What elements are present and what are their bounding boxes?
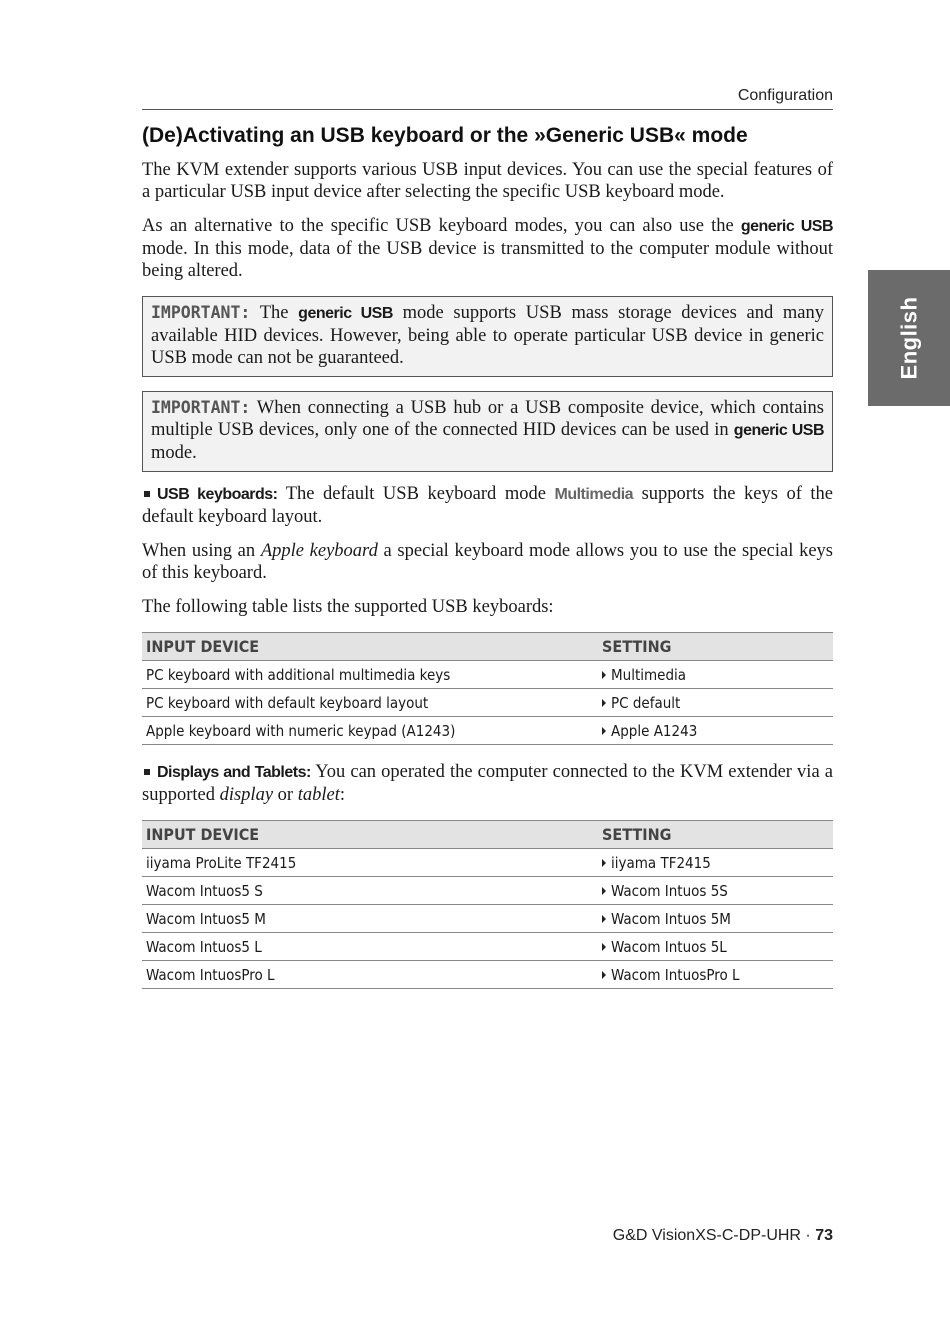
table-row xyxy=(142,717,833,745)
device-cell: Apple keyboard with numeric keypad (A1243) xyxy=(142,717,598,745)
arrow-right-icon xyxy=(602,887,606,895)
setting-cell: Wacom IntuosPro L xyxy=(598,961,833,989)
apple-keyboard-paragraph: When using an Apple keyboard a special keyboard mode allows you to use the special keys of this keyboard. xyxy=(142,541,833,584)
arrow-right-icon xyxy=(602,727,606,735)
table-intro: The following table lists the supported USB keyboards: xyxy=(142,597,554,618)
tablet-term: tablet xyxy=(297,785,340,806)
intro-paragraph-1: The KVM extender supports various USB input devices. You can use the special features of a particular USB input device after selecting the specific USB keyboard mode. xyxy=(142,160,833,203)
column-header: SETTING xyxy=(598,633,833,661)
important-note-1: IMPORTANT: The generic USB mode supports USB mass storage devices and many available HID devices. However, being able to operate particular USB device in generic USB mode can not be guaranteed. xyxy=(142,296,833,377)
generic-usb-term: generic USB xyxy=(733,422,825,440)
device-cell: Wacom Intuos5 M xyxy=(142,905,598,933)
page-number: 73 xyxy=(815,1227,833,1244)
important-label: IMPORTANT: xyxy=(151,398,251,418)
setting-cell: PC default xyxy=(598,689,833,717)
device-cell: Wacom IntuosPro L xyxy=(142,961,598,989)
header-rule xyxy=(142,109,833,110)
column-header: INPUT DEVICE xyxy=(142,821,598,849)
footer-product: G&D VisionXS-C-DP-UHR · xyxy=(612,1227,816,1244)
table-header-row xyxy=(142,633,833,661)
setting-cell: iiyama TF2415 xyxy=(598,849,833,877)
generic-usb-term: generic USB xyxy=(298,305,393,323)
setting-cell: Wacom Intuos 5L xyxy=(598,933,833,961)
arrow-right-icon xyxy=(602,699,606,707)
displays-tablets-table xyxy=(142,820,833,989)
intro-paragraph-2: As an alternative to the specific USB keyboard modes, you can also use the generic USB mode. In this mode, data of the USB device is transmitted to the computer module without being altered. xyxy=(142,216,834,282)
multimedia-term: Multimedia xyxy=(554,486,634,504)
table-row xyxy=(142,661,833,689)
table-row xyxy=(142,961,833,989)
arrow-right-icon xyxy=(602,859,606,867)
important-note-2: IMPORTANT: When connecting a USB hub or a USB composite device, which contains multiple USB devices, only one of the connected HID devices can be used in generic USB mode. xyxy=(142,391,833,472)
table-row xyxy=(142,689,833,717)
language-tab-label: English xyxy=(896,296,922,380)
device-cell: Wacom Intuos5 L xyxy=(142,933,598,961)
device-cell: PC keyboard with additional multimedia keys xyxy=(142,661,598,689)
table-row xyxy=(142,933,833,961)
column-header: SETTING xyxy=(598,821,833,849)
arrow-right-icon xyxy=(602,971,606,979)
displays-paragraph: Displays and Tablets: You can operated the computer connected to the KVM extender via a supported display or tablet: xyxy=(142,762,833,806)
table-row xyxy=(142,849,833,877)
display-term: display xyxy=(219,785,274,806)
table-header-row xyxy=(142,821,833,849)
device-cell: Wacom Intuos5 S xyxy=(142,877,598,905)
table-row xyxy=(142,905,833,933)
setting-cell: Wacom Intuos 5M xyxy=(598,905,833,933)
setting-cell: Wacom Intuos 5S xyxy=(598,877,833,905)
language-tab xyxy=(868,270,950,406)
bullet-square-icon xyxy=(144,491,150,497)
setting-cell: Multimedia xyxy=(598,661,833,689)
device-cell: iiyama ProLite TF2415 xyxy=(142,849,598,877)
usb-keyboards-lead: USB keyboards: xyxy=(157,486,278,504)
page-content xyxy=(142,122,833,1005)
apple-keyboard-term: Apple keyboard xyxy=(260,541,378,562)
device-cell: PC keyboard with default keyboard layout xyxy=(142,689,598,717)
displays-lead: Displays and Tablets: xyxy=(157,764,311,782)
arrow-right-icon xyxy=(602,671,606,679)
section-title: (De)Activating an USB keyboard or the »Generic USB« mode xyxy=(142,124,748,147)
important-label: IMPORTANT: xyxy=(151,303,251,323)
column-header: INPUT DEVICE xyxy=(142,633,598,661)
usb-keyboards-table xyxy=(142,632,833,745)
table-row xyxy=(142,877,833,905)
bullet-square-icon xyxy=(144,769,150,775)
page-footer xyxy=(142,1227,833,1245)
arrow-right-icon xyxy=(602,915,606,923)
running-header: Configuration xyxy=(737,87,833,104)
arrow-right-icon xyxy=(602,943,606,951)
setting-cell: Apple A1243 xyxy=(598,717,833,745)
generic-usb-term: generic USB xyxy=(740,218,834,236)
usb-keyboards-paragraph: USB keyboards: The default USB keyboard mode Multimedia supports the keys of the default keyboard layout. xyxy=(142,484,834,528)
